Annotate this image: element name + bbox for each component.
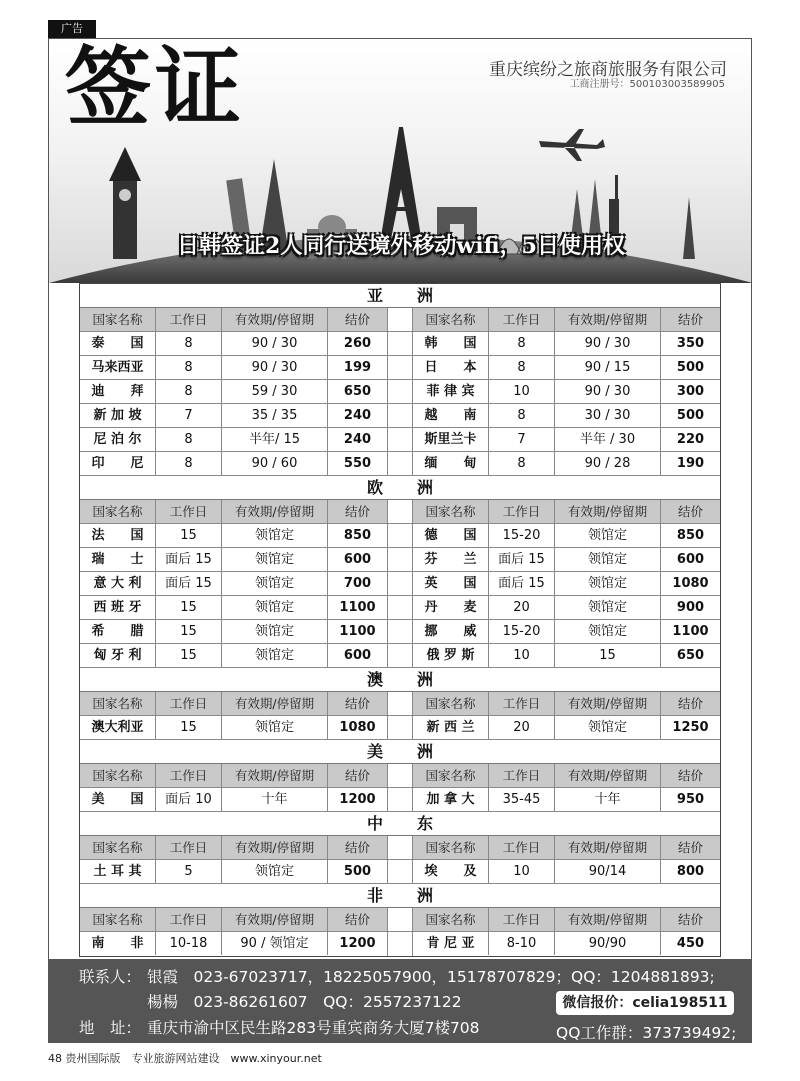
price: 650 [676,648,705,663]
region-heading: 中东 [80,812,720,836]
column-header-row [80,764,720,788]
country-name: 韩 国 [413,332,489,355]
column-header: 结价 [328,908,387,931]
work-days: 10 [489,380,555,403]
price: 550 [343,456,372,471]
table-row [80,644,720,668]
work-days: 面后 15 [156,548,222,571]
validity-stay: 90 / 领馆定 [222,932,328,955]
column-header: 国家名称 [80,500,156,523]
column-header: 结价 [328,500,387,523]
country-name: 加 拿 大 [413,788,489,811]
work-days: 8 [156,332,222,355]
country-name: 芬 兰 [413,548,489,571]
price: 500 [676,360,705,375]
table-row [80,788,720,812]
work-days: 15 [156,620,222,643]
country-name: 丹 麦 [413,596,489,619]
column-header: 结价 [328,308,387,331]
validity-stay: 59 / 30 [222,380,328,403]
column-header: 工作日 [489,836,555,859]
work-days: 35-45 [489,788,555,811]
work-days: 10 [489,644,555,667]
company-name: 重庆缤纷之旅商旅服务有限公司 [489,60,727,80]
country-name: 西 班 牙 [80,596,156,619]
column-header: 国家名称 [80,836,156,859]
validity-stay: 领馆定 [222,524,328,547]
column-header: 有效期/停留期 [222,836,328,859]
country-name: 越 南 [413,404,489,427]
work-days: 20 [489,716,555,739]
price: 1100 [339,600,376,615]
price: 1080 [672,576,709,591]
country-name: 南 非 [80,932,156,955]
country-name: 澳大利亚 [80,716,156,739]
country-name: 尼 泊 尔 [80,428,156,451]
price: 220 [676,432,705,447]
work-days: 8 [156,356,222,379]
validity-stay: 90 / 15 [555,356,661,379]
table-row [80,332,720,356]
validity-stay: 领馆定 [555,572,661,595]
page-footer: 48 贵州国际版 专业旅游网站建设 www.xinyour.net [48,1052,322,1065]
price: 1200 [339,936,376,951]
column-header: 有效期/停留期 [222,500,328,523]
column-header: 国家名称 [413,500,489,523]
region-heading: 美洲 [80,740,720,764]
column-header: 结价 [328,764,387,787]
column-header: 工作日 [489,908,555,931]
column-header: 有效期/停留期 [222,692,328,715]
price: 850 [676,528,705,543]
column-header: 结价 [661,836,720,859]
work-days: 8-10 [489,932,555,955]
work-days: 15-20 [489,620,555,643]
work-days: 15 [156,644,222,667]
work-days: 面后 10 [156,788,222,811]
column-header: 结价 [328,836,387,859]
country-name: 俄 罗 斯 [413,644,489,667]
price: 500 [343,864,372,879]
validity-stay: 30 / 30 [555,404,661,427]
validity-stay: 半年 / 30 [555,428,661,451]
country-name: 希 腊 [80,620,156,643]
column-header-row [80,500,720,524]
column-header: 结价 [328,692,387,715]
validity-stay: 领馆定 [222,716,328,739]
visa-price-table [79,283,721,957]
column-header: 国家名称 [413,692,489,715]
column-header: 有效期/停留期 [222,308,328,331]
country-name: 挪 威 [413,620,489,643]
column-header: 国家名称 [413,908,489,931]
validity-stay: 半年/ 15 [222,428,328,451]
country-name: 新 加 坡 [80,404,156,427]
qq-group: QQ工作群：373739492; [556,1024,737,1042]
work-days: 20 [489,596,555,619]
country-name: 匈 牙 利 [80,644,156,667]
validity-stay: 十年 [555,788,661,811]
price: 900 [676,600,705,615]
header-banner [49,39,752,283]
region-heading: 非洲 [80,884,720,908]
column-header: 工作日 [156,308,222,331]
country-name: 德 国 [413,524,489,547]
validity-stay: 90 / 30 [555,332,661,355]
column-header: 结价 [661,908,720,931]
contact-footer [49,959,752,1043]
page-title: 签证 [65,39,245,138]
table-row [80,356,720,380]
work-days: 7 [489,428,555,451]
price: 240 [343,408,372,423]
work-days: 7 [156,404,222,427]
work-days: 8 [489,356,555,379]
price: 650 [343,384,372,399]
validity-stay: 领馆定 [222,860,328,883]
price: 300 [676,384,705,399]
price: 600 [676,552,705,567]
validity-stay: 领馆定 [555,596,661,619]
work-days: 15-20 [489,524,555,547]
country-name: 新 西 兰 [413,716,489,739]
validity-stay: 领馆定 [555,716,661,739]
validity-stay: 十年 [222,788,328,811]
country-name: 印 尼 [80,452,156,475]
column-header: 国家名称 [413,764,489,787]
column-header: 工作日 [489,764,555,787]
country-name: 日 本 [413,356,489,379]
column-header: 工作日 [489,308,555,331]
region-heading: 亚洲 [80,284,720,308]
column-header: 工作日 [156,500,222,523]
price: 350 [676,336,705,351]
table-row [80,596,720,620]
price: 1080 [339,720,376,735]
column-header-row [80,836,720,860]
column-header: 国家名称 [80,308,156,331]
column-header: 有效期/停留期 [555,692,661,715]
column-header-row [80,308,720,332]
country-name: 缅 甸 [413,452,489,475]
table-row [80,572,720,596]
table-row [80,548,720,572]
validity-stay: 90 / 30 [555,380,661,403]
registration-number: 工商注册号：500103003589905 [569,79,725,90]
country-name: 意 大 利 [80,572,156,595]
work-days: 面后 15 [489,572,555,595]
column-header: 国家名称 [80,908,156,931]
country-name: 埃 及 [413,860,489,883]
country-name: 马来西亚 [80,356,156,379]
table-row [80,524,720,548]
validity-stay: 90 / 28 [555,452,661,475]
column-header: 国家名称 [80,764,156,787]
region-heading: 澳洲 [80,668,720,692]
work-days: 面后 15 [489,548,555,571]
table-row [80,452,720,476]
validity-stay: 领馆定 [222,620,328,643]
validity-stay: 35 / 35 [222,404,328,427]
table-row [80,860,720,884]
column-header: 有效期/停留期 [555,908,661,931]
price: 600 [343,552,372,567]
address-label: 地 址： [79,1019,142,1037]
price: 600 [343,648,372,663]
table-row [80,404,720,428]
validity-stay: 领馆定 [555,620,661,643]
validity-stay: 90/14 [555,860,661,883]
column-header: 工作日 [156,836,222,859]
price: 260 [343,336,372,351]
country-name: 美 国 [80,788,156,811]
column-header: 结价 [661,308,720,331]
price: 1100 [339,624,376,639]
column-header: 工作日 [156,692,222,715]
price: 700 [343,576,372,591]
column-header: 有效期/停留期 [555,308,661,331]
price: 1100 [672,624,709,639]
column-header: 国家名称 [80,692,156,715]
validity-stay: 15 [555,644,661,667]
price: 199 [343,360,372,375]
validity-stay: 领馆定 [555,548,661,571]
work-days: 15 [156,596,222,619]
column-header: 有效期/停留期 [555,836,661,859]
column-header: 有效期/停留期 [222,764,328,787]
table-row [80,716,720,740]
wechat-badge: 微信报价：celia198511 [556,991,734,1015]
contact-line-2: 楊楊 023-86261607 QQ：2557237122 [147,993,462,1011]
country-name: 迪 拜 [80,380,156,403]
validity-stay: 领馆定 [222,644,328,667]
work-days: 8 [489,332,555,355]
table-row [80,932,720,956]
country-name: 肯 尼 亚 [413,932,489,955]
country-name: 土 耳 其 [80,860,156,883]
column-header: 结价 [661,764,720,787]
validity-stay: 90/90 [555,932,661,955]
table-row [80,620,720,644]
work-days: 8 [156,380,222,403]
work-days: 15 [156,524,222,547]
work-days: 面后 15 [156,572,222,595]
price: 1200 [339,792,376,807]
country-name: 瑞 士 [80,548,156,571]
advertisement-page [48,38,752,1043]
column-header-row [80,908,720,932]
work-days: 5 [156,860,222,883]
column-header: 国家名称 [413,836,489,859]
work-days: 8 [489,452,555,475]
promo-slogan: 日韩签证2人同行送境外移动wifi，5日使用权 [177,233,625,259]
price: 240 [343,432,372,447]
column-header: 工作日 [489,692,555,715]
work-days: 10 [489,860,555,883]
work-days: 10-18 [156,932,222,955]
price: 500 [676,408,705,423]
table-row [80,380,720,404]
column-header: 工作日 [156,908,222,931]
validity-stay: 领馆定 [222,548,328,571]
validity-stay: 领馆定 [222,572,328,595]
price: 950 [676,792,705,807]
column-header: 结价 [661,500,720,523]
address-text: 重庆市渝中区民生路283号重宾商务大厦7楼708 [147,1019,480,1037]
column-header-row [80,692,720,716]
contact-label: 联系人： [79,968,142,986]
work-days: 8 [156,452,222,475]
column-header: 有效期/停留期 [555,764,661,787]
country-name: 菲 律 宾 [413,380,489,403]
validity-stay: 90 / 30 [222,356,328,379]
work-days: 8 [489,404,555,427]
table-row [80,428,720,452]
column-header: 国家名称 [413,308,489,331]
work-days: 8 [156,428,222,451]
validity-stay: 90 / 30 [222,332,328,355]
price: 450 [676,936,705,951]
country-name: 英 国 [413,572,489,595]
validity-stay: 90 / 60 [222,452,328,475]
country-name: 泰 国 [80,332,156,355]
price: 1250 [672,720,709,735]
price: 190 [676,456,705,471]
validity-stay: 领馆定 [222,596,328,619]
price: 850 [343,528,372,543]
column-header: 有效期/停留期 [555,500,661,523]
country-name: 斯里兰卡 [413,428,489,451]
validity-stay: 领馆定 [555,524,661,547]
column-header: 工作日 [489,500,555,523]
column-header: 结价 [661,692,720,715]
column-header: 有效期/停留期 [222,908,328,931]
country-name: 法 国 [80,524,156,547]
region-heading: 欧洲 [80,476,720,500]
contact-line-1: 银霞 023-67023717，18225057900，15178707829；QQ：1204881893; [147,968,715,986]
ad-tag: 广告 [48,20,96,38]
price: 800 [676,864,705,879]
column-header: 工作日 [156,764,222,787]
work-days: 15 [156,716,222,739]
